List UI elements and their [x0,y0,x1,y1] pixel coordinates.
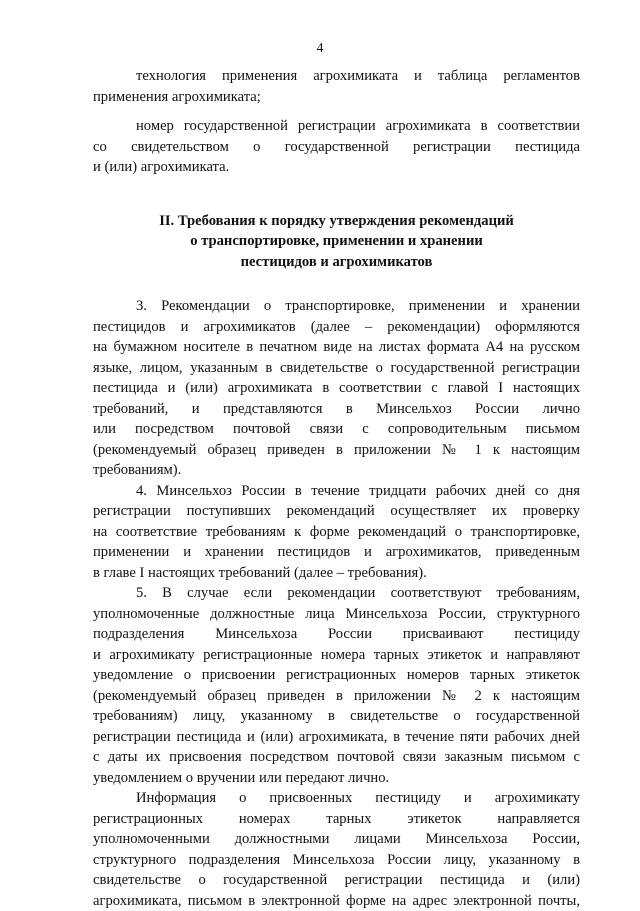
text-line: 4. Минсельхоз России в течение тридцати рабочих дней со дня [93,481,580,502]
heading-line: о транспортировке, применении и хранении [93,231,580,252]
text-line: пестицида и (или) агрохимиката в соответствии с главой I настоящих [93,378,580,399]
text-line: уведомление о присвоении регистрационных номеров тарных этикеток [93,665,580,686]
text-line: (рекомендуемый образец приведен в приложении № 1 к настоящим [93,440,580,461]
text-line: Информация о присвоенных пестициду и агрохимикату [93,788,580,809]
text-line: свидетельстве о государственной регистрации пестицида и (или) [93,870,580,891]
text-line: требованиям) лицу, указанному в свидетельстве о государственной [93,706,580,727]
text-line: пестицидов и агрохимикатов (далее – рекомендации) оформляются [93,317,580,338]
text-line: 3. Рекомендации о транспортировке, применении и хранении [93,296,580,317]
text-line: номер государственной регистрации агрохимиката в соответствии [93,116,580,137]
text-line: структурного подразделения Минсельхоза России лицу, указанному в [93,850,580,871]
text-line: в главе I настоящих требований (далее – требования). [93,563,580,584]
text-line: и агрохимикату регистрационные номера тарных этикеток и направляют [93,645,580,666]
text-line: (рекомендуемый образец приведен в приложении № 2 к настоящим [93,686,580,707]
text-line: со свидетельством о государственной регистрации пестицида [93,137,580,158]
heading-line: пестицидов и агрохимикатов [93,252,580,273]
text-line: регистрации поступивших рекомендаций осуществляет их проверку [93,501,580,522]
document-body [93,66,580,911]
section-heading [93,211,580,273]
page-number: 4 [0,40,640,56]
heading-line: II. Требования к порядку утверждения рекомендаций [93,211,580,232]
text-line: требований, и представляются в Минсельхоз России лично [93,399,580,420]
text-line: языке, лицом, указанным в свидетельстве о государственной регистрации [93,358,580,379]
text-line: на бумажном носителе в печатном виде на листах формата А4 на русском [93,337,580,358]
text-line: 5. В случае если рекомендации соответствуют требованиям, [93,583,580,604]
text-line: требованиям). [93,460,580,481]
text-line: уполномоченными должностными лицами Минсельхоза России, [93,829,580,850]
text-line: агрохимиката, письмом в электронной форме на адрес электронной почты, [93,891,580,911]
text-line: с даты их присвоения посредством почтовой связи заказным письмом с [93,747,580,768]
text-line: на соответствие требованиям к форме рекомендаций о транспортировке, [93,522,580,543]
text-line: технология применения агрохимиката и таблица регламентов [93,66,580,87]
text-line: и (или) агрохимиката. [93,157,580,178]
text-line: регистрации пестицида и (или) агрохимиката, в течение пяти рабочих дней [93,727,580,748]
text-line: уполномоченные должностные лица Минсельхоза России, структурного [93,604,580,625]
text-line: или посредством почтовой связи с сопроводительным письмом [93,419,580,440]
text-line: применении и хранении пестицидов и агрохимикатов, приведенным [93,542,580,563]
text-line: подразделения Минсельхоза России присваивают пестициду [93,624,580,645]
text-line: регистрационных номерах тарных этикеток направляется [93,809,580,830]
text-line: применения агрохимиката; [93,87,580,108]
text-line: уведомлением о вручении или передают лично. [93,768,580,789]
